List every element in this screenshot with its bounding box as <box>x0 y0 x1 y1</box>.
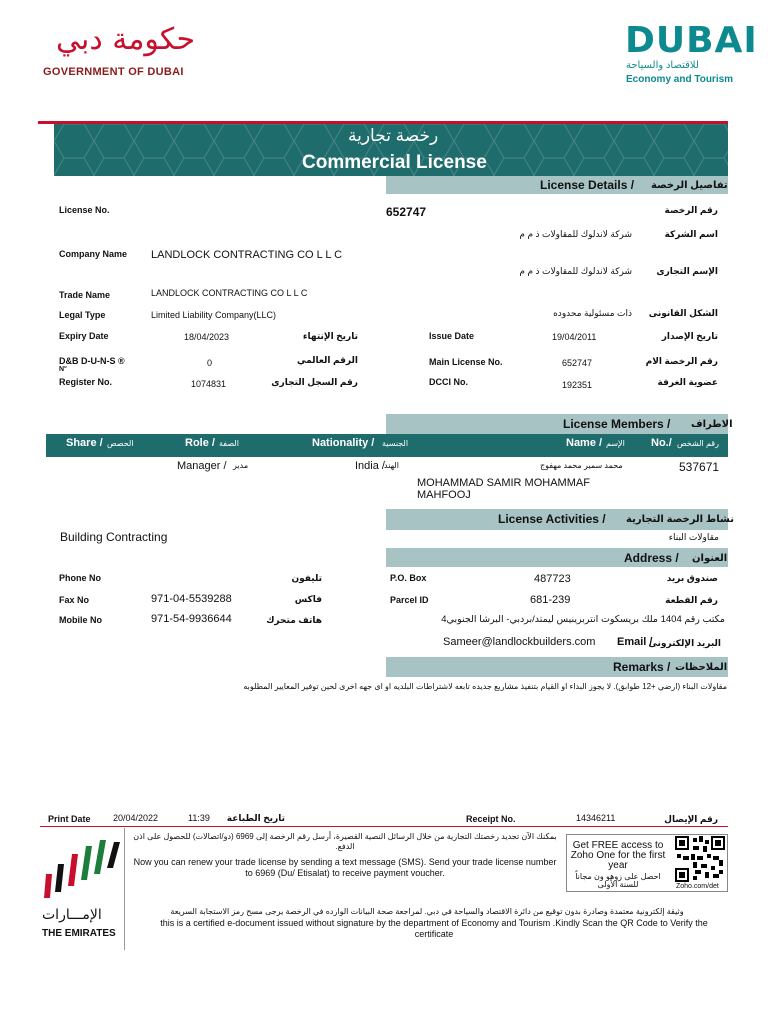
fax-label: Fax No <box>59 595 90 605</box>
member-number: 537671 <box>679 460 720 474</box>
dubai-logo-english: Economy and Tourism <box>626 74 734 85</box>
license-activities-header-en: License Activities / <box>498 512 606 526</box>
main-license-value: 652747 <box>562 358 593 368</box>
cert-text-en: this is a certified e-document issued without signature by the department of Economy and Tourism .Kindly Scan the QR Code to Verify the certificate <box>160 918 708 939</box>
phone-label: Phone No <box>59 573 101 583</box>
parcel-label: Parcel ID <box>390 595 429 605</box>
cert-text-ar: وثيقة إلكترونية معتمدة وصادرة بدون توقيع من دائرة الاقتصاد والسياحة في دبي. لمراجعة صحة البيانات الوارده في الرخصة يرجى مسح رمز الاستجابة السريعة <box>170 907 684 916</box>
remarks-header-ar: الملاحظات <box>675 662 728 673</box>
company-name-label-ar: اسم الشركة <box>664 229 718 239</box>
receipt-label-ar: رقم الإيصال <box>664 814 718 824</box>
receipt-label: Receipt No. <box>466 814 516 824</box>
duns-label-ar: الرقم العالمي <box>297 355 358 365</box>
parcel-value: 681-239 <box>530 594 571 606</box>
emirates-arabic: الإمـــارات <box>42 906 102 922</box>
main-license-label: Main License No. <box>429 357 503 367</box>
col-no-ar: رقم الشخص <box>677 439 719 448</box>
parcel-label-ar: رقم القطعة <box>665 595 718 605</box>
email-value: Sameer@landlockbuilders.com <box>443 636 596 648</box>
issue-date-label: Issue Date <box>429 331 475 341</box>
member-nationality: India / <box>355 460 385 472</box>
col-role: Role / <box>185 437 215 449</box>
footer-vertical-divider <box>124 828 125 950</box>
license-members-header <box>386 414 728 434</box>
member-name-en-1: MOHAMMAD SAMIR MOHAMMAF <box>417 477 590 489</box>
print-date-label: Print Date <box>48 814 91 824</box>
qr-code-icon <box>675 836 725 882</box>
dubai-economy-tourism-logo <box>622 20 758 90</box>
col-name: Name / <box>566 437 603 449</box>
expiry-date-value: 18/04/2023 <box>184 332 230 342</box>
title-english: Commercial License <box>302 152 487 173</box>
emirates-english: THE EMIRATES <box>42 928 116 939</box>
register-label-ar: رقم السجل التجارى <box>271 377 358 387</box>
issue-date-value: 19/04/2011 <box>552 332 597 342</box>
member-role: Manager / <box>177 460 227 472</box>
company-name-value: LANDLOCK CONTRACTING CO L L C <box>151 249 343 261</box>
fax-label-ar: فاكس <box>294 594 322 604</box>
trade-name-label: Trade Name <box>59 290 111 300</box>
email-label-ar: البريد الإلكترونى <box>648 638 721 648</box>
member-role-ar: مدير <box>233 461 249 470</box>
po-box-label: P.O. Box <box>390 573 427 583</box>
receipt-value: 14346211 <box>576 813 616 823</box>
company-name-label: Company Name <box>59 249 128 259</box>
mobile-value: 971-54-9936644 <box>151 613 232 625</box>
col-nationality-ar: الجنسية <box>382 439 409 448</box>
remarks-header-en: Remarks / <box>613 660 671 674</box>
trade-name-label-ar: الإسم التجارى <box>656 266 718 276</box>
license-members-header-ar: الاطراف <box>691 419 733 430</box>
office-address-ar: مكتب رقم 1404 ملك بريسكوت انتربرينيس ليمتد/بردبي- البرشا الجنوبي4 <box>441 614 725 625</box>
print-time-value: 11:39 <box>188 813 210 823</box>
duns-value: 0 <box>207 358 213 368</box>
dubai-logo-word: DUBAI <box>625 20 758 61</box>
register-label: Register No. <box>59 377 113 387</box>
mobile-label-ar: هاتف متحرك <box>266 615 322 625</box>
dcci-label-ar: عضوية الغرفة <box>657 377 718 387</box>
zoho-url[interactable]: Zoho.com/det <box>676 883 719 890</box>
col-share-ar: الحصص <box>107 439 134 448</box>
print-date-value: 20/04/2022 <box>113 813 159 823</box>
dubai-logo-arabic: للاقتصاد والسياحة <box>626 60 699 71</box>
trade-name-value: LANDLOCK CONTRACTING CO L L C <box>151 288 308 298</box>
expiry-date-label: Expiry Date <box>59 331 109 341</box>
license-no-value: 652747 <box>386 205 427 219</box>
renew-text-en: Now you can renew your trade license by sending a text message (SMS). Send your trade license number to 6969 (Du/ Etisalat) to receive payment voucher. <box>133 857 557 878</box>
zoho-text-en: Get FREE access to Zoho One for the first year <box>570 840 666 871</box>
license-no-label-ar: رقم الرخصة <box>664 205 718 215</box>
legal-type-label: Legal Type <box>59 310 106 320</box>
government-of-dubai-logo <box>40 22 200 82</box>
zoho-text-ar: احصل على زوهو ون مجاناً للسنة الأولى <box>575 872 661 889</box>
col-share: Share / <box>66 437 103 449</box>
expiry-date-label-ar: تاريخ الإنتهاء <box>302 331 358 341</box>
phone-label-ar: تليفون <box>291 573 322 583</box>
legal-type-label-ar: الشكل القانونى <box>648 308 718 318</box>
legal-type-value: Limited Liability Company(LLC) <box>151 310 277 320</box>
main-license-label-ar: رقم الرخصة الام <box>645 356 718 366</box>
col-name-ar: الإسم <box>606 439 625 448</box>
license-no-label: License No. <box>59 205 110 215</box>
col-role-ar: الصفة <box>219 439 239 448</box>
legal-type-value-ar: ذات مسئولية محدوده <box>553 308 632 318</box>
member-name-ar: محمد سمير محمد مهفوج <box>540 461 623 470</box>
dcci-value: 192351 <box>562 380 593 390</box>
duns-label: D&B D-U-N-S ® <box>59 356 125 366</box>
member-nationality-ar: الهند <box>384 461 399 470</box>
activity-en: Building Contracting <box>60 530 168 544</box>
dcci-label: DCCI No. <box>429 377 468 387</box>
license-activities-header-ar: نشاط الرخصة التجارية <box>626 514 734 525</box>
po-box-value: 487723 <box>534 573 571 585</box>
issue-date-label-ar: تاريخ الإصدار <box>661 331 718 341</box>
license-members-header-en: License Members / <box>563 417 671 431</box>
company-name-value-ar: شركة لاندلوك للمقاولات ذ م م <box>519 229 632 239</box>
remarks-text-ar: مقاولات البناء (ارضي +12 طوابق). لا يجوز البداء او القيام بتنفيذ مشاريع جديده تابعه لاشتراطات البلديه او اى جهه اخرى لحين توفير المعايير المطلوبه <box>243 682 727 691</box>
register-value: 1074831 <box>191 379 227 389</box>
title-arabic: رخصة تجارية <box>348 126 439 145</box>
col-no: No./ <box>651 437 672 449</box>
license-details-header-ar: تفاصيل الرخصة <box>651 180 728 191</box>
emirates-stripes-icon <box>40 840 122 902</box>
email-label: Email / <box>617 636 653 648</box>
gov-logo-arabic: حكومة دبي <box>56 22 196 57</box>
renew-text-ar: بمكنك الآن تجديد رخصتك التجارية من خلال الرسائل النصية القصيرة، أرسل رقم الرخصة إلى 6969 (دو/اتصالات) للحصول على اذن الدفع. <box>133 832 557 851</box>
print-date-label-ar: تاريخ الطباعة <box>226 813 285 823</box>
address-header-ar: العنوان <box>692 553 728 564</box>
fax-value: 971-04-5539288 <box>151 593 232 605</box>
duns-sub-label: N° <box>59 366 67 371</box>
trade-name-value-ar: شركة لاندلوك للمقاولات ذ م م <box>519 266 632 276</box>
footer-separator-line <box>40 826 728 827</box>
member-name-en-2: MAHFOOJ <box>417 489 471 501</box>
address-header-en: Address / <box>624 551 679 565</box>
license-details-header-en: License Details / <box>540 178 635 192</box>
the-emirates-logo <box>40 840 122 946</box>
activity-ar: مقاولات البناء <box>668 532 719 542</box>
po-box-label-ar: صندوق بريد <box>666 573 718 583</box>
gov-logo-english: GOVERNMENT OF DUBAI <box>43 66 184 78</box>
col-nationality: Nationality / <box>312 437 375 449</box>
zoho-qr-code[interactable] <box>675 836 725 882</box>
mobile-label: Mobile No <box>59 615 102 625</box>
